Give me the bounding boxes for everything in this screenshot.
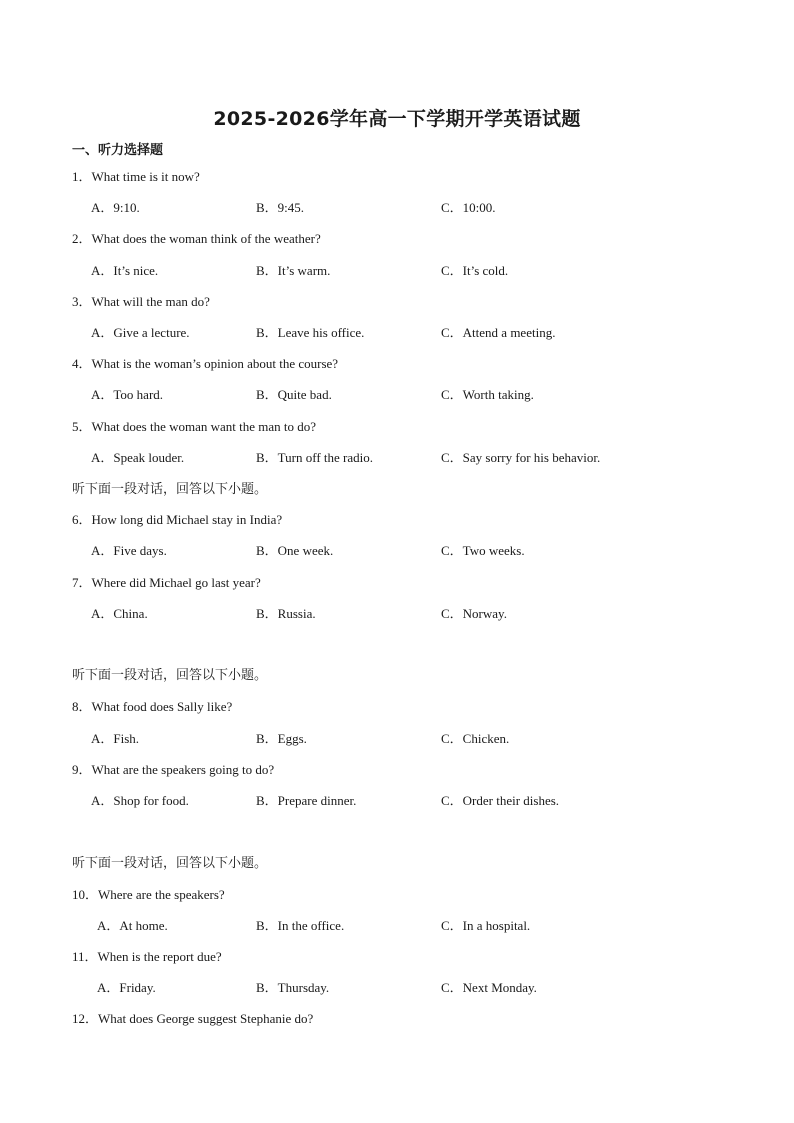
q1-option-c: C．10:00. bbox=[441, 200, 496, 215]
q8-option-a: A．Fish. bbox=[91, 731, 140, 746]
instruction-2: 听下面一段对话，回答以下小题。 bbox=[72, 668, 268, 683]
question-10: 10．Where are the speakers? bbox=[72, 887, 225, 902]
q7-option-c: C．Norway. bbox=[441, 606, 507, 621]
question-11: 11．When is the report due? bbox=[72, 949, 222, 964]
q4-option-c: C．Worth taking. bbox=[441, 387, 534, 402]
q2-option-b: B．It’s warm. bbox=[256, 263, 331, 278]
question-8: 8．What food does Sally like? bbox=[72, 699, 233, 714]
question-7: 7．Where did Michael go last year? bbox=[72, 575, 261, 590]
q2-option-a: A．It’s nice. bbox=[91, 263, 159, 278]
question-3: 3．What will the man do? bbox=[72, 294, 210, 309]
q7-option-a: A．China. bbox=[91, 606, 148, 621]
q11-option-c: C．Next Monday. bbox=[441, 980, 537, 995]
question-6: 6．How long did Michael stay in India? bbox=[72, 512, 283, 527]
section-heading: 一、听力选择题 bbox=[72, 143, 164, 158]
q3-option-a: A．Give a lecture. bbox=[91, 325, 190, 340]
q3-option-c: C．Attend a meeting. bbox=[441, 325, 556, 340]
q2-option-c: C．It’s cold. bbox=[441, 263, 509, 278]
question-5: 5．What does the woman want the man to do? bbox=[72, 419, 317, 434]
q8-option-b: B．Eggs. bbox=[256, 731, 307, 746]
question-12: 12．What does George suggest Stephanie do? bbox=[72, 1011, 314, 1026]
q3-option-b: B．Leave his office. bbox=[256, 325, 365, 340]
q6-option-b: B．One week. bbox=[256, 543, 334, 558]
q11-option-b: B．Thursday. bbox=[256, 980, 330, 995]
q10-option-b: B．In the office. bbox=[256, 918, 345, 933]
question-2: 2．What does the woman think of the weather? bbox=[72, 231, 321, 246]
q9-option-c: C．Order their dishes. bbox=[441, 793, 560, 808]
q5-option-c: C．Say sorry for his behavior. bbox=[441, 450, 601, 465]
q8-option-c: C．Chicken. bbox=[441, 731, 510, 746]
q7-option-b: B．Russia. bbox=[256, 606, 316, 621]
q4-option-a: A．Too hard. bbox=[91, 387, 164, 402]
q10-option-c: C．In a hospital. bbox=[441, 918, 531, 933]
q6-option-a: A．Five days. bbox=[91, 543, 167, 558]
q11-option-a: A．Friday. bbox=[97, 980, 156, 995]
q10-option-a: A．At home. bbox=[97, 918, 168, 933]
instruction-1: 听下面一段对话，回答以下小题。 bbox=[72, 482, 268, 497]
q9-option-a: A．Shop for food. bbox=[91, 793, 189, 808]
question-1: 1．What time is it now? bbox=[72, 169, 200, 184]
q1-option-a: A．9:10. bbox=[91, 200, 140, 215]
page-title: 2025-2026学年高一下学期开学英语试题 bbox=[213, 108, 581, 130]
q5-option-b: B．Turn off the radio. bbox=[256, 450, 374, 465]
question-9: 9．What are the speakers going to do? bbox=[72, 762, 275, 777]
q4-option-b: B．Quite bad. bbox=[256, 387, 332, 402]
q9-option-b: B．Prepare dinner. bbox=[256, 793, 357, 808]
instruction-3: 听下面一段对话，回答以下小题。 bbox=[72, 856, 268, 871]
q5-option-a: A．Speak louder. bbox=[91, 450, 185, 465]
q6-option-c: C．Two weeks. bbox=[441, 543, 525, 558]
q1-option-b: B．9:45. bbox=[256, 200, 305, 215]
question-4: 4．What is the woman’s opinion about the course? bbox=[72, 356, 339, 371]
